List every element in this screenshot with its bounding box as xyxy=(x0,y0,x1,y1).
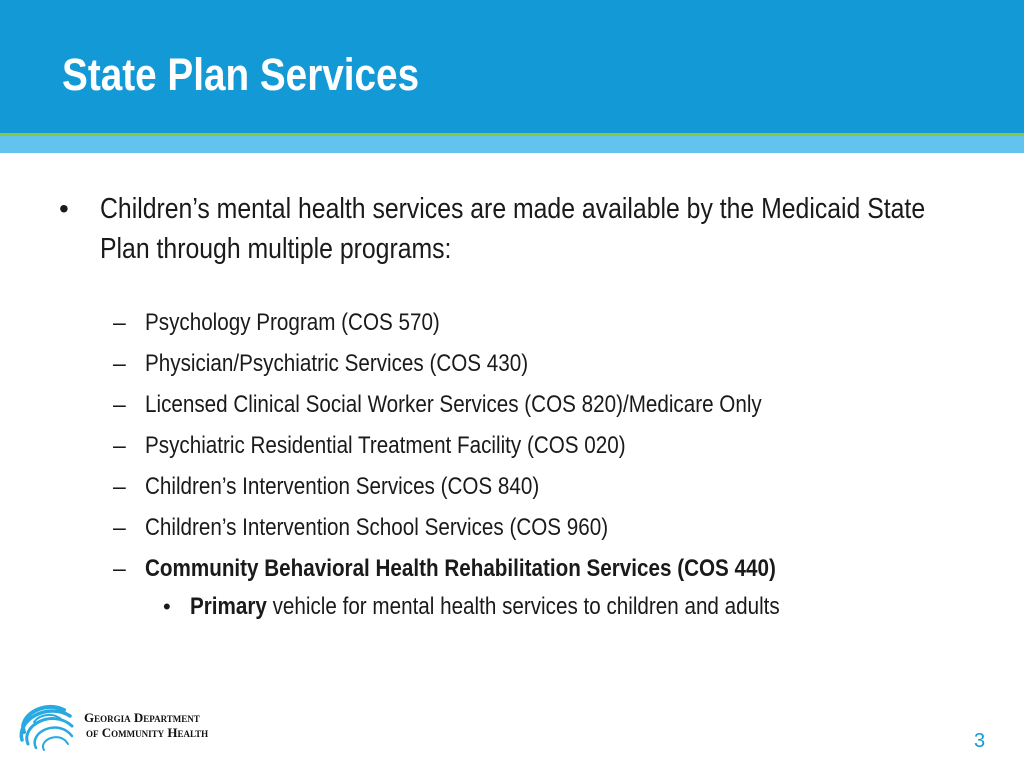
program-label: Licensed Clinical Social Worker Services (COS 820)/Medicare Only xyxy=(145,391,762,418)
program-label: Psychology Program (COS 570) xyxy=(145,309,440,336)
page-number: 3 xyxy=(974,730,986,752)
bullet-marker: • xyxy=(59,193,69,224)
dash-marker: – xyxy=(113,514,126,540)
program-label: Psychiatric Residential Treatment Facility (COS 020) xyxy=(145,432,626,459)
emphasis-text: Primary xyxy=(190,593,267,620)
dash-marker: – xyxy=(113,555,126,581)
sub-bullet-rest: vehicle for mental health services to children and adults xyxy=(266,593,780,620)
dash-marker: – xyxy=(113,391,126,417)
georgia-dch-swirl-logo-icon xyxy=(14,698,78,754)
program-label: Children’s Intervention School Services (COS 960) xyxy=(145,514,609,541)
dash-marker: – xyxy=(113,473,126,499)
sub-bullet-text xyxy=(190,589,780,625)
program-label-emphasized: Community Behavioral Health Rehabilitation Services (COS 440) xyxy=(145,555,776,582)
org-name-line-2: of Community Health xyxy=(86,725,209,740)
bullet-marker: • xyxy=(163,594,171,619)
slide-title: State Plan Services xyxy=(62,49,420,100)
dash-marker: – xyxy=(113,432,126,458)
program-label: Children’s Intervention Services (COS 840) xyxy=(145,473,540,500)
program-label: Physician/Psychiatric Services (COS 430) xyxy=(145,350,529,377)
org-name-line-1: Georgia Department xyxy=(84,710,200,725)
header-light-band xyxy=(0,136,1024,153)
dash-marker: – xyxy=(113,350,126,376)
intro-text: Children’s mental health services are made available by the Medicaid State Plan through multiple programs: xyxy=(100,193,926,265)
dash-marker: – xyxy=(113,309,126,335)
organization-name xyxy=(84,710,208,740)
